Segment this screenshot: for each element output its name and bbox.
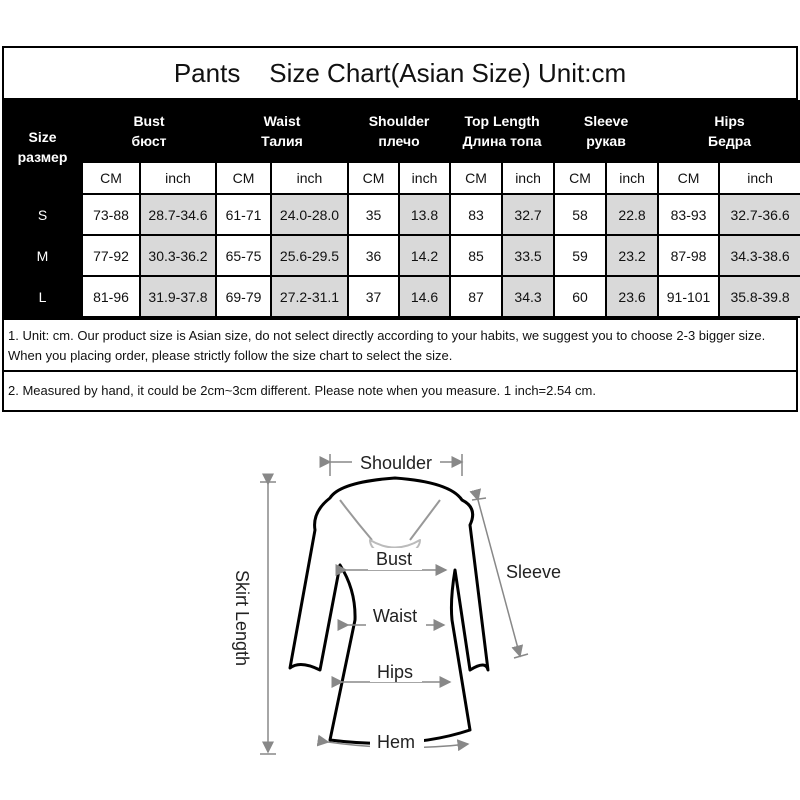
table-cell: 69-79	[216, 276, 271, 317]
label-sleeve: Sleeve	[506, 562, 562, 582]
table-cell: 25.6-29.5	[271, 235, 348, 276]
table-cell: 27.2-31.1	[271, 276, 348, 317]
chart-title	[4, 48, 796, 100]
table-cell: 81-96	[82, 276, 140, 317]
table-cell: 73-88	[82, 194, 140, 235]
measurement-diagram	[0, 420, 800, 800]
table-cell: 13.8	[399, 194, 450, 235]
table-cell: 23.6	[606, 276, 658, 317]
unit-inch: inch	[719, 162, 800, 194]
table-cell: 33.5	[502, 235, 554, 276]
unit-inch: inch	[399, 162, 450, 194]
unit-cm: CM	[348, 162, 399, 194]
table-row	[4, 276, 800, 317]
column-top-length: Top Length Длина топа	[450, 100, 554, 162]
table-cell: 91-101	[658, 276, 719, 317]
table-cell: 24.0-28.0	[271, 194, 348, 235]
unit-inch: inch	[502, 162, 554, 194]
table-cell: 34.3	[502, 276, 554, 317]
table-cell: 23.2	[606, 235, 658, 276]
column-bust: Bust бюст	[82, 100, 216, 162]
label-skirt-length: Skirt Length	[232, 569, 252, 667]
table-cell: 83	[450, 194, 502, 235]
table-cell: 34.3-38.6	[719, 235, 800, 276]
table-cell: 28.7-34.6	[140, 194, 216, 235]
table-cell: 83-93	[658, 194, 719, 235]
table-cell: 87	[450, 276, 502, 317]
unit-cm: CM	[450, 162, 502, 194]
unit-row	[4, 162, 800, 194]
table-cell: 31.9-37.8	[140, 276, 216, 317]
column-waist: Waist Талия	[216, 100, 348, 162]
title-pants: Pants	[173, 57, 241, 88]
unit-cm: CM	[554, 162, 606, 194]
table-cell: 60	[554, 276, 606, 317]
skirt-length-measure	[260, 482, 276, 754]
table-cell: 65-75	[216, 235, 271, 276]
title-size-chart: Size Chart(Asian Size) Unit:cm	[269, 57, 627, 88]
table-cell: 32.7-36.6	[719, 194, 800, 235]
table-cell: 32.7	[502, 194, 554, 235]
unit-cm: CM	[82, 162, 140, 194]
table-cell: 37	[348, 276, 399, 317]
size-header: Size размер	[4, 100, 82, 194]
unit-inch: inch	[606, 162, 658, 194]
table-cell: 35.8-39.8	[719, 276, 800, 317]
notes	[4, 318, 796, 408]
column-shoulder: Shoulder плечо	[348, 100, 450, 162]
label-waist: Waist	[372, 606, 418, 626]
column-hips: Hips Бедра	[658, 100, 800, 162]
table-cell: 35	[348, 194, 399, 235]
table-cell: 85	[450, 235, 502, 276]
table-cell: 30.3-36.2	[140, 235, 216, 276]
size-chart	[2, 46, 798, 412]
unit-cm: CM	[658, 162, 719, 194]
note-1: 1. Unit: cm. Our product size is Asian size, do not select directly according to your habits, we suggest you to choose 2-3 bigger size. When you placing order, please strictly follow the size chart to select the size.	[4, 320, 796, 372]
size-label: S	[4, 194, 82, 235]
label-hips: Hips	[376, 662, 414, 682]
table-row	[4, 194, 800, 235]
table-cell: 36	[348, 235, 399, 276]
column-sleeve: Sleeve рукав	[554, 100, 658, 162]
table-cell: 14.2	[399, 235, 450, 276]
table-cell: 14.6	[399, 276, 450, 317]
label-hem: Hem	[376, 732, 416, 752]
note-2: 2. Measured by hand, it could be 2cm~3cm different. Please note when you measure. 1 inch=2.54 cm.	[8, 383, 596, 398]
label-shoulder: Shoulder	[359, 453, 433, 473]
size-label: L	[4, 276, 82, 317]
table-cell: 61-71	[216, 194, 271, 235]
table-cell: 58	[554, 194, 606, 235]
table-cell: 87-98	[658, 235, 719, 276]
table-cell: 77-92	[82, 235, 140, 276]
size-label: M	[4, 235, 82, 276]
table-cell: 59	[554, 235, 606, 276]
unit-inch: inch	[271, 162, 348, 194]
label-bust: Bust	[375, 549, 413, 569]
size-table	[4, 100, 800, 318]
unit-cm: CM	[216, 162, 271, 194]
table-cell: 22.8	[606, 194, 658, 235]
table-row	[4, 235, 800, 276]
unit-inch: inch	[140, 162, 216, 194]
